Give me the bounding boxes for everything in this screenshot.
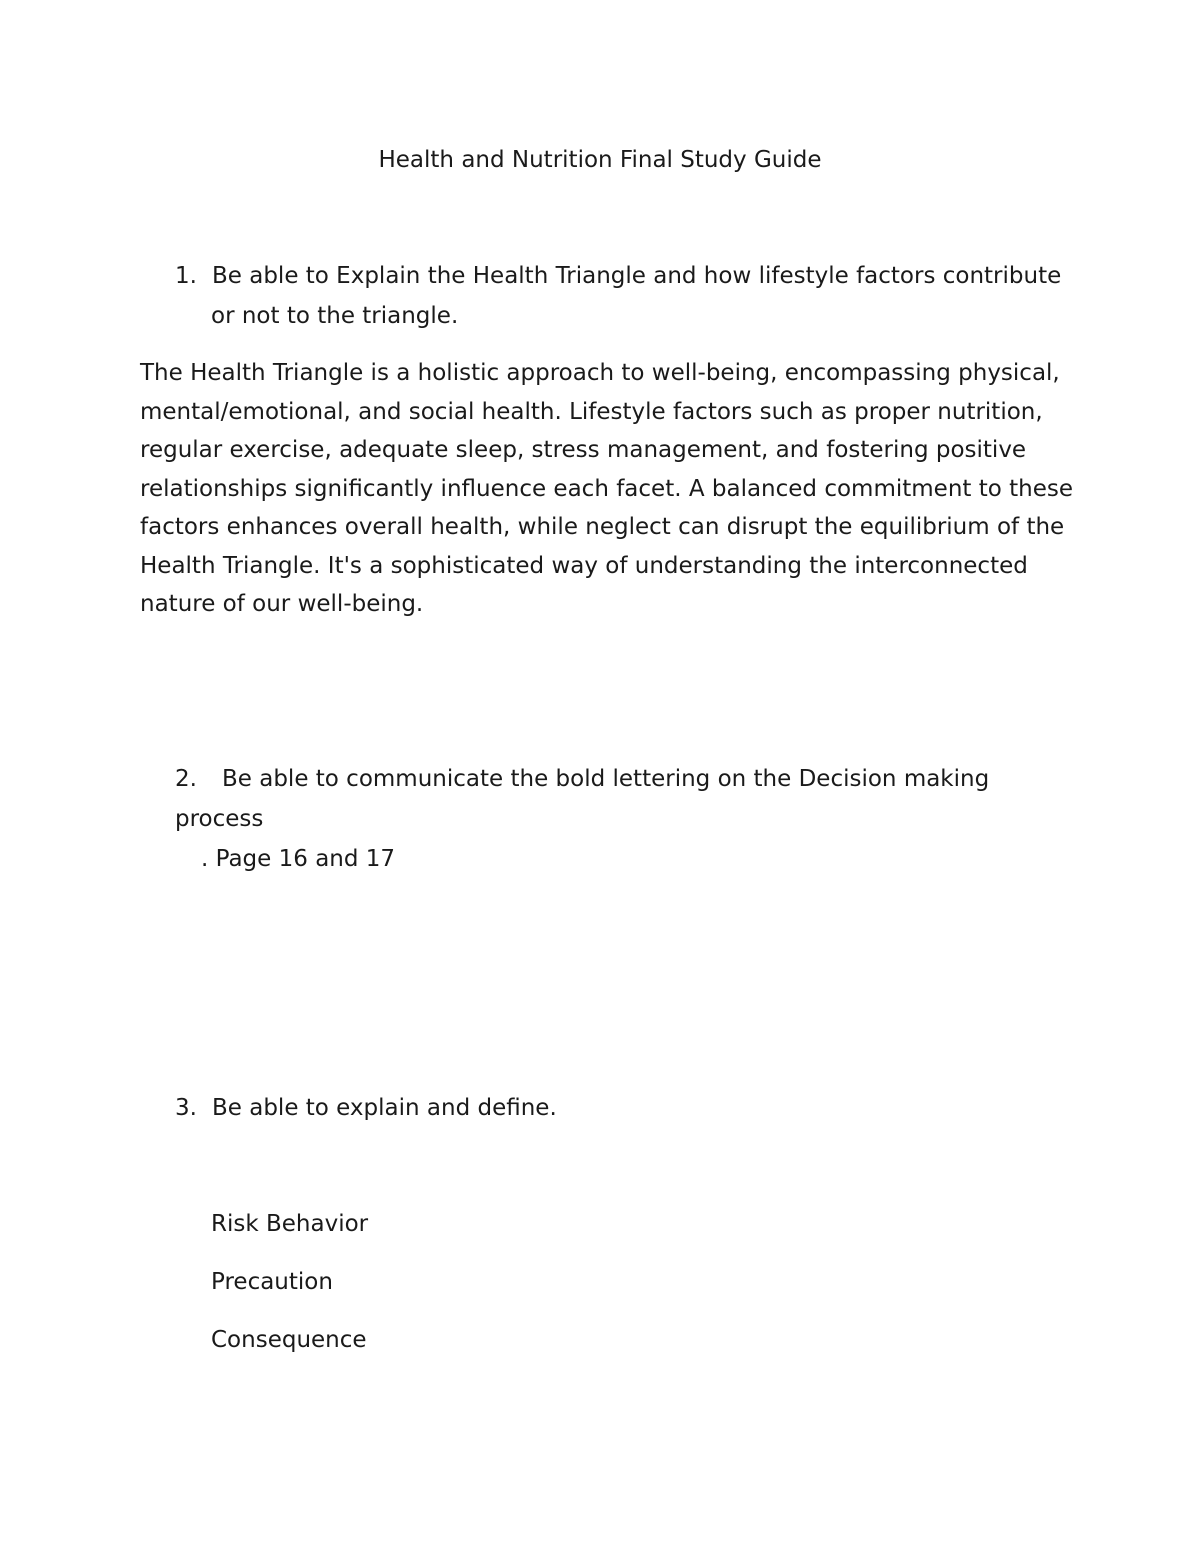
answer-line: The Health Triangle is a holistic approach to well-being, encompassing physical, bbox=[140, 360, 1060, 386]
document-title: Health and Nutrition Final Study Guide bbox=[378, 147, 822, 173]
answer-line: nature of our well-being. bbox=[140, 591, 424, 617]
answer-paragraph bbox=[140, 354, 1074, 624]
question-1-text-line-2: or not to the triangle. bbox=[211, 303, 459, 329]
question-1-text-line-1: Be able to Explain the Health Triangle and how lifestyle factors contribute bbox=[212, 263, 1062, 289]
question-2-text-line-2: . Page 16 and 17 bbox=[201, 846, 396, 872]
question-3-number: 3. bbox=[175, 1095, 197, 1121]
term-risk-behavior: Risk Behavior bbox=[211, 1211, 369, 1237]
question-1-number: 1. bbox=[175, 263, 197, 289]
question-1 bbox=[175, 256, 1075, 336]
term-precaution: Precaution bbox=[211, 1269, 333, 1295]
answer-line: regular exercise, adequate sleep, stress management, and fostering positive bbox=[140, 437, 1027, 463]
term-consequence: Consequence bbox=[211, 1327, 367, 1353]
question-2-text-line-1: Be able to communicate the bold lettering on the Decision making process bbox=[175, 766, 990, 832]
question-2 bbox=[175, 759, 1075, 879]
answer-line: relationships significantly influence each facet. A balanced commitment to these bbox=[140, 475, 1074, 502]
question-2-number: 2. bbox=[175, 766, 197, 792]
question-3 bbox=[175, 1088, 1075, 1128]
answer-line: mental/emotional, and social health. Lifestyle factors such as proper nutrition, bbox=[140, 398, 1043, 425]
answer-line: factors enhances overall health, while neglect can disrupt the equilibrium of the bbox=[140, 514, 1065, 540]
answer-line: Health Triangle. It's a sophisticated way of understanding the interconnected bbox=[140, 552, 1028, 579]
question-3-text: Be able to explain and define. bbox=[212, 1095, 557, 1121]
